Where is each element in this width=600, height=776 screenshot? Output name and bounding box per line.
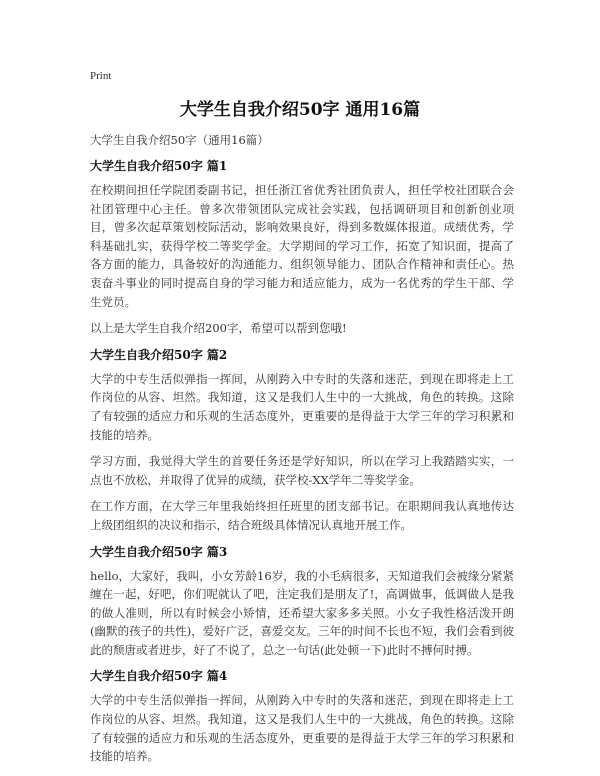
section-heading: 大学生自我介绍50字 篇3 [90,544,228,559]
section-paragraph: 以上是大学生自我介绍200字，希望可以帮到您哦! [90,321,347,336]
section-paragraph: hello，大家好，我叫，小女芳龄16岁，我的小毛病很多，天知道我们会被缘分紧紧缠在一起，好吧，你们呢就认了吧，注定我们是朋友了!，高调做事，低调做人是我的做人准则，所以有时候会小矫情，还希望大家多多关照。小女子我性格活泼开朗(幽默的孩子的共性)，爱好广泛，喜爱交友。三年的时间不长也不短，我们会看到彼此的颓唐或者进步，好了不说了，总之一句话(此处顿一下)此时不搏何时搏。 [90,568,514,657]
print-link[interactable]: Print [90,70,112,82]
document-subtitle: 大学生自我介绍50字（通用16篇） [90,133,269,147]
section-paragraph: 在校期间担任学院团委副书记，担任浙江省优秀社团负责人，担任学校社团联合会社团管理中心主任。曾多次带领团队完成社会实践，包括调研项目和创新创业项目，曾多次起草策划校际活动，影响效果良好，得到多数媒体报道。成绩优秀，学科基础扎实，获得学校二等奖学金。大学期间的学习工作，拓宽了知识面，提高了各方面的能力，具备较好的沟通能力、组织领导能力、团队合作精神和责任心。热衷奋斗事业的同时提高自身的学习能力和适应能力，成为一名优秀的学生干部、学生党员。 [90,183,514,309]
section-paragraph: 学习方面，我觉得大学生的首要任务还是学好知识，所以在学习上我踏踏实实，一点也不放松，并取得了优异的成绩，获学校-XX学年二等奖学金。 [90,454,514,487]
document-body [90,132,514,774]
section-3 [90,543,514,660]
section-4 [90,667,514,765]
page-title: 大学生自我介绍50字 通用16篇 [179,100,421,120]
section-1 [90,157,514,338]
section-paragraph: 大学的中专生活似弹指一挥间，从刚跨入中专时的失落和迷茫，到现在即将走上工作岗位的从容、坦然。我知道，这又是我们人生中的一大挑战，角色的转换。这除了有较强的适应力和乐观的生活态度外，更重要的是得益于大学三年的学习积累和技能的培养。 [90,693,514,764]
section-heading: 大学生自我介绍50字 篇1 [90,159,228,173]
section-paragraph: 在工作方面，在大学三年里我始终担任班里的团支部书记。在职期间我认真地传达上级团组织的决议和指示，结合班级具体情况认真地开展工作。 [90,499,514,532]
section-heading: 大学生自我介绍50字 篇2 [90,347,228,362]
section-heading: 大学生自我介绍50字 篇4 [90,669,228,684]
section-paragraph: 大学的中专生活似弹指一挥间，从刚跨入中专时的失落和迷茫，到现在即将走上工作岗位的从容、坦然。我知道，这又是我们人生中的一大挑战，角色的转换。这除了有较强的适应力和乐观的生活态度外，更重要的是得益于大学三年的学习积累和技能的培养。 [90,371,514,442]
section-2 [90,346,514,535]
